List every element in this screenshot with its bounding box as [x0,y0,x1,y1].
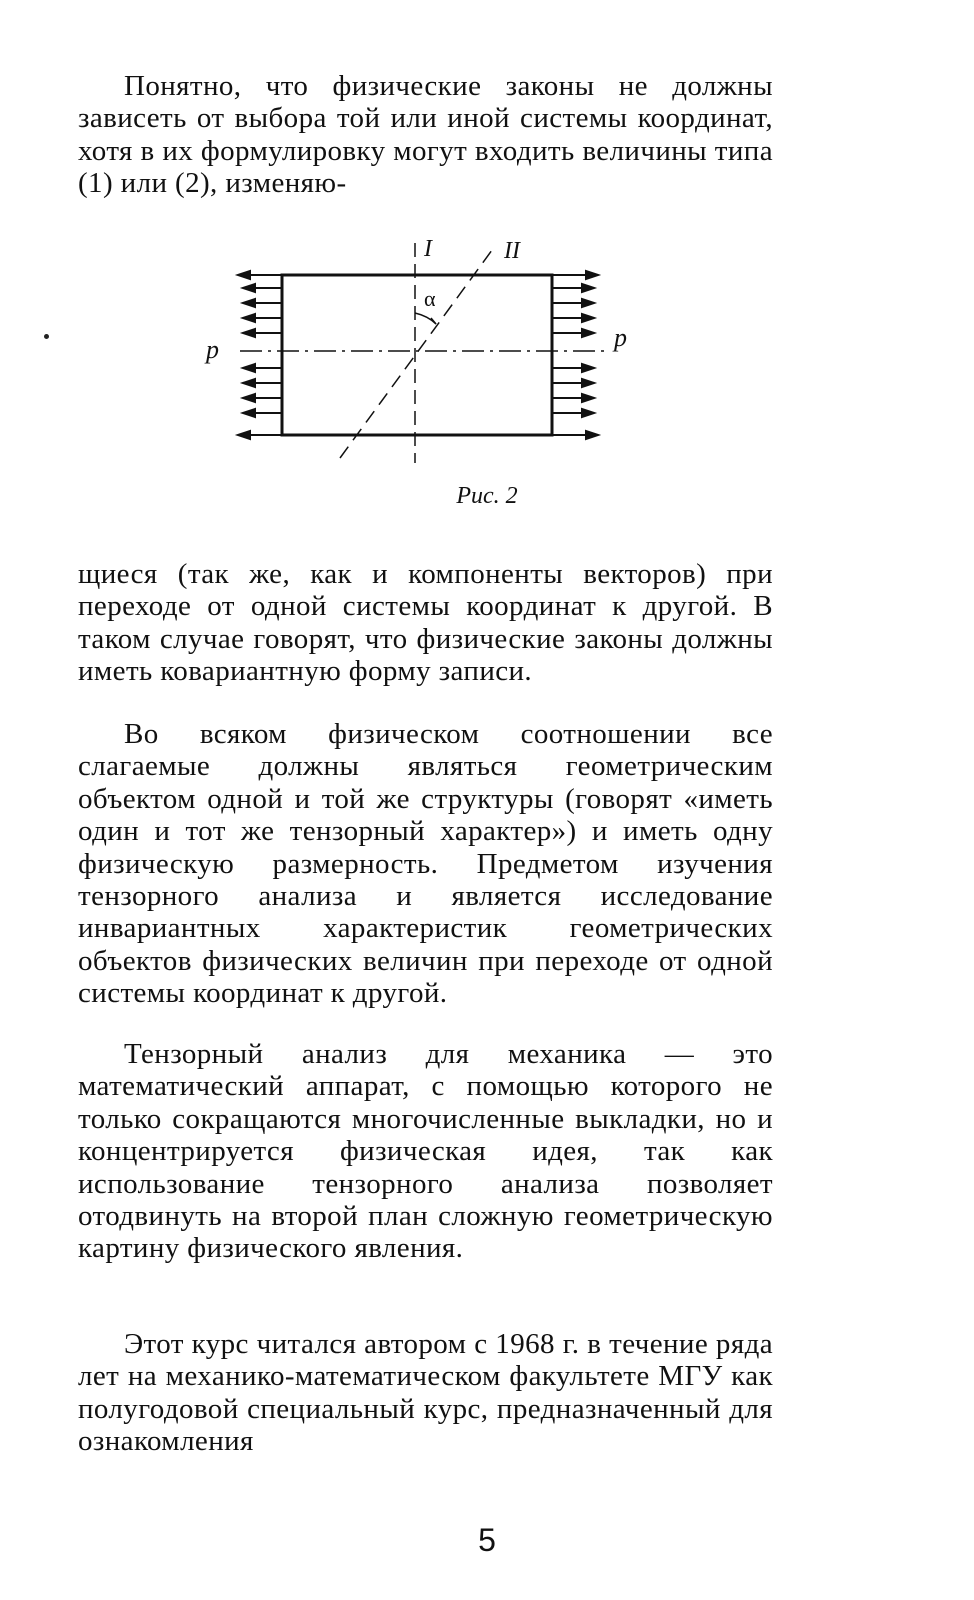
axis-2-line [340,246,495,458]
stray-dot [44,334,49,339]
paragraph-5: Этот курс читался автором с 1968 г. в течение ряда лет на механико-математическом факультете МГУ как полугодовой специальный курс, предназначенный для ознакомления [78,1328,773,1458]
paragraph-4: Тензорный анализ для механика — это математический аппарат, с помощью которого не только сокращаются многочисленные выкладки, но и концентрируется физическая идея, так как использование тензорного анализа позволяет отодвинуть на второй план сложную геометрическую картину физического явления. [78,1038,773,1265]
label-axis-2: II [504,238,520,264]
figure-2-diagram [200,228,640,468]
plate-rectangle [282,275,552,435]
label-axis-1: I [424,236,432,262]
label-left-force: p [206,335,219,364]
paragraph-1: Понятно, что физические законы не должны зависеть от выбора той или иной системы координат, хотя в их формулировку могут входить величины типа (1) или (2), изменяю- [78,70,773,200]
figure-caption: Рис. 2 [456,483,518,509]
angle-arc [415,313,436,324]
label-angle: α [424,286,436,311]
label-right-force: p [614,323,627,352]
left-force-arrows [238,271,282,439]
right-force-arrows [552,271,598,439]
page-number: 5 [478,1522,496,1558]
paragraph-3: Во всяком физическом соотношении все слагаемые должны являться геометрическим объектом одной и той же структуры (говорят «иметь один и тот же тензорный характер») и иметь одну физическую размерность. Предметом изучения тензорного анализа и является исследование инвариантных характеристик геометрических объектов физических величин при переходе от одной системы координат к другой. [78,718,773,1010]
paragraph-2: щиеся (так же, как и компоненты векторов) при переходе от одной системы координат к другой. В таком случае говорят, что физические законы должны иметь ковариантную форму записи. [78,558,773,688]
